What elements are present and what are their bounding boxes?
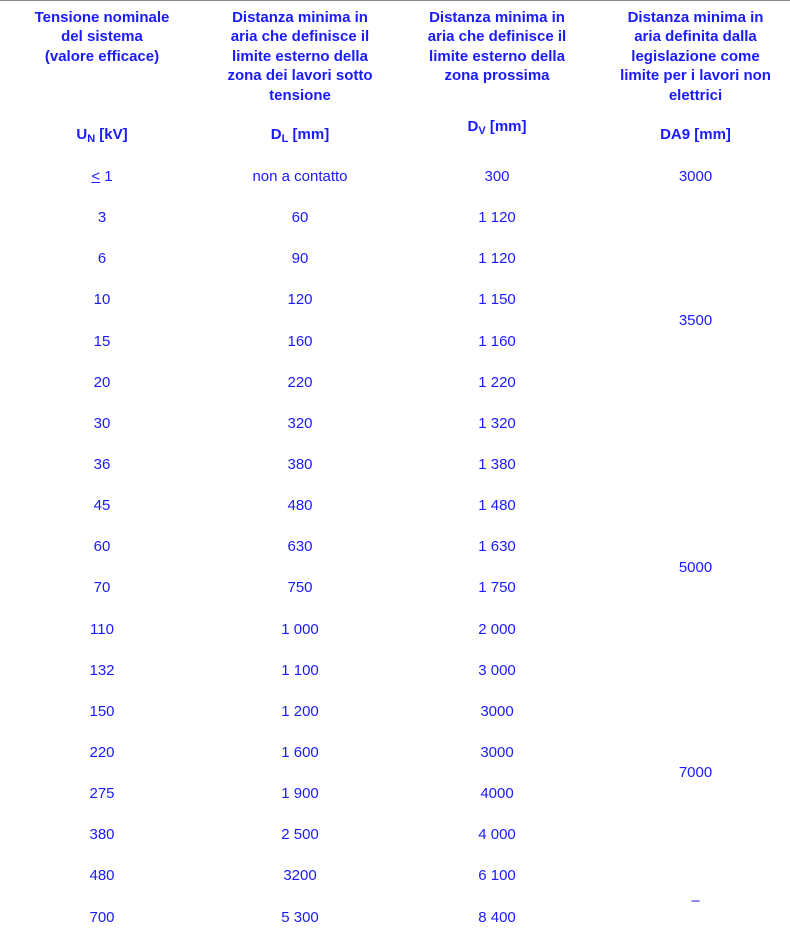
cell-dv: 1 380 bbox=[478, 455, 516, 473]
cell-dv: 1 160 bbox=[478, 332, 516, 350]
table-row bbox=[0, 784, 790, 825]
cell-dv: 3000 bbox=[480, 702, 514, 720]
table-row bbox=[0, 414, 790, 455]
cell-dl: 750 bbox=[287, 579, 313, 597]
table-row bbox=[0, 496, 790, 537]
da9-cell-3-to-30kv: 3500 bbox=[678, 312, 713, 329]
unit-un-subscript: N bbox=[87, 133, 96, 145]
less-equal-symbol: < bbox=[91, 168, 101, 185]
cell-dv: 1 120 bbox=[478, 250, 516, 268]
cell-dl: 1 900 bbox=[281, 785, 319, 803]
table-row bbox=[0, 661, 790, 702]
cell-dl: 380 bbox=[287, 455, 313, 473]
cell-un: 132 bbox=[89, 661, 115, 679]
table-row bbox=[0, 373, 790, 414]
header-live-work-zone-distance: Distanza minima in aria che definisce il limite esterno della zona dei lavori sotto tensione bbox=[227, 9, 373, 104]
cell-un: 150 bbox=[89, 702, 115, 720]
cell-dl: 1 600 bbox=[281, 743, 319, 761]
cell-dl: 5 300 bbox=[281, 908, 319, 926]
table-row bbox=[0, 908, 790, 949]
table-row bbox=[0, 455, 790, 496]
cell-un: 20 bbox=[93, 373, 111, 391]
cell-dl: 630 bbox=[287, 538, 313, 556]
cell-un: 480 bbox=[89, 867, 115, 885]
da9-cell-480-700kv: – bbox=[691, 892, 700, 909]
cell-dv: 2 000 bbox=[478, 620, 516, 638]
cell-dv: 3 000 bbox=[478, 661, 516, 679]
cell-dv: 1 630 bbox=[478, 538, 516, 556]
cell-dv: 3000 bbox=[480, 743, 514, 761]
da9-cell-36-to-132kv: 5000 bbox=[678, 559, 713, 576]
cell-dl: non a contatto bbox=[252, 168, 348, 185]
cell-dv: 4 000 bbox=[478, 826, 516, 844]
unit-dl-mm bbox=[200, 125, 400, 144]
cell-dl: 1 000 bbox=[281, 620, 319, 638]
unit-un-kv bbox=[2, 125, 202, 144]
cell-dv: 1 750 bbox=[478, 579, 516, 597]
table-row bbox=[0, 620, 790, 661]
cell-un: 6 bbox=[97, 250, 107, 268]
cell-dv: 1 320 bbox=[478, 414, 516, 432]
cell-dv: 300 bbox=[484, 168, 510, 185]
cell-dl: 120 bbox=[287, 291, 313, 309]
cell-un: 3 bbox=[97, 209, 107, 227]
cell-un: 30 bbox=[93, 414, 111, 432]
table-row bbox=[0, 332, 790, 373]
cell-un-value: 1 bbox=[100, 168, 113, 185]
cell-un: 220 bbox=[89, 743, 115, 761]
unit-dl-subscript: L bbox=[281, 133, 289, 145]
cell-dv: 1 120 bbox=[478, 209, 516, 227]
table-row bbox=[0, 208, 790, 249]
cell-un: 70 bbox=[93, 579, 111, 597]
cell-un: 380 bbox=[89, 826, 115, 844]
cell-dl: 2 500 bbox=[281, 826, 319, 844]
cell-dv: 4000 bbox=[480, 785, 514, 803]
cell-dl: 90 bbox=[291, 250, 309, 268]
table-row bbox=[0, 578, 790, 619]
unit-un-symbol: U bbox=[76, 126, 88, 143]
cell-un: 45 bbox=[93, 497, 111, 515]
cell-dl: 220 bbox=[287, 373, 313, 391]
cell-un: 700 bbox=[89, 908, 115, 926]
cell-dl: 1 100 bbox=[281, 661, 319, 679]
cell-dv: 1 480 bbox=[478, 497, 516, 515]
table-row bbox=[0, 825, 790, 866]
cell-dv: 8 400 bbox=[478, 908, 516, 926]
unit-dl-symbol: D bbox=[270, 126, 282, 143]
cell-dv: 1 220 bbox=[478, 373, 516, 391]
header-vicinity-zone-distance: Distanza minima in aria che definisce il limite esterno della zona prossima bbox=[427, 9, 567, 85]
cell-dv: 1 150 bbox=[478, 291, 516, 309]
unit-un-unit: [kV] bbox=[95, 126, 128, 143]
cell-dl: 320 bbox=[287, 414, 313, 432]
top-rule bbox=[0, 0, 790, 1]
cell-un: 110 bbox=[90, 620, 114, 638]
cell-un: 15 bbox=[93, 332, 111, 350]
cell-un bbox=[2, 167, 202, 187]
unit-dv-unit: [mm] bbox=[485, 118, 527, 135]
table-row bbox=[0, 249, 790, 290]
cell-dv: 6 100 bbox=[478, 867, 516, 885]
header-non-electrical-work-distance: Distanza minima in aria definita dalla legislazione come limite per i lavori non elettrici bbox=[620, 9, 771, 104]
da9-cell-upto-1kv: 3000 bbox=[678, 168, 713, 185]
cell-dl: 60 bbox=[291, 209, 309, 227]
header-nominal-voltage: Tensione nominale del sistema (valore efficace) bbox=[34, 9, 170, 65]
unit-dv-symbol: D bbox=[467, 118, 479, 135]
unit-dv-mm bbox=[397, 117, 597, 136]
cell-un: 275 bbox=[89, 785, 115, 803]
unit-da9-mm: DA9 [mm] bbox=[660, 126, 731, 143]
unit-dv-subscript: V bbox=[478, 125, 486, 137]
cell-dl: 480 bbox=[287, 497, 313, 515]
cell-un: 60 bbox=[93, 538, 111, 556]
da9-cell-150-to-380kv: 7000 bbox=[678, 764, 713, 781]
cell-dl: 1 200 bbox=[281, 702, 319, 720]
cell-un: 36 bbox=[93, 455, 111, 473]
cell-dl: 3200 bbox=[283, 867, 317, 885]
unit-dl-unit: [mm] bbox=[288, 126, 330, 143]
cell-dl: 160 bbox=[287, 332, 313, 350]
table-row bbox=[0, 702, 790, 743]
cell-un: 10 bbox=[93, 291, 111, 309]
